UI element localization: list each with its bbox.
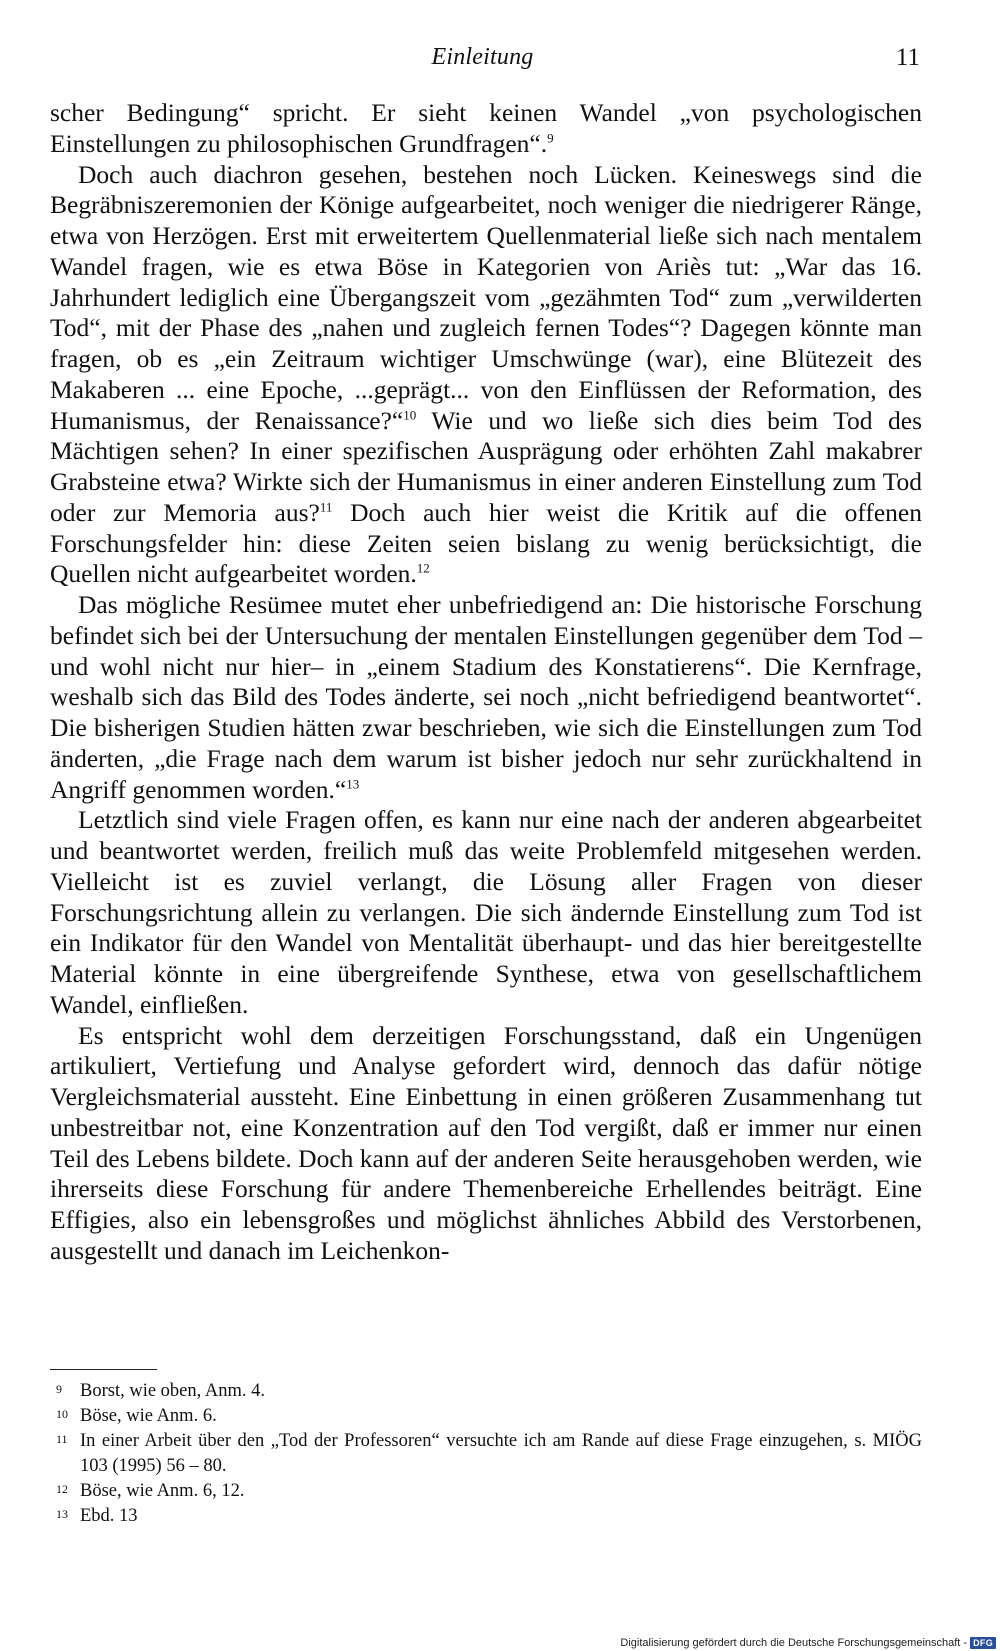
footnote-number: 10 xyxy=(56,1407,68,1421)
footnote-ref-10: 10 xyxy=(403,407,417,422)
footnote-12 xyxy=(50,1479,922,1504)
footnote-ref-9: 9 xyxy=(547,130,554,146)
footnotes xyxy=(50,1379,922,1529)
paragraph-3 xyxy=(50,590,922,805)
footnote-text: Borst, wie oben, Anm. 4. xyxy=(80,1381,265,1401)
paragraph-3-text: Das mögliche Resümee mutet eher unbefriedigend an: Die historische Forschung befindet sich bei der Untersuchung der mentalen Einstellungen gegenüber dem Tod – und wohl nicht nur hier– in „einem Stadium des Konstatierens“. Die Kernfrage, weshalb sich das Bild des Todes änderte, sei noch „nicht befriedigend beantwortet“. Die bisherigen Studien hätten zwar beschrieben, wie sich die Einstellungen zum Tod änderten, „die Frage nach dem warum ist bisher jedoch nur sehr zurückhaltend in Angriff genommen worden.“ xyxy=(50,590,922,804)
footnote-13 xyxy=(50,1504,922,1529)
footnote-ref-11: 11 xyxy=(319,499,333,515)
footnote-text: Ebd. 13 xyxy=(80,1506,138,1526)
paragraph-5-text: Es entspricht wohl dem derzeitigen Forschungsstand, daß ein Ungenügen artikuliert, Vertiefung und Analyse gefordert wird, dennoch das dafür nötige Vergleichsmaterial aussteht. Eine Einbettung in einen größeren Zusammenhang tut unbestreitbar not, eine Konzentration auf den Tod vergißt, daß er immer nur einen Teil des Lebens bildete. Doch kann auf der anderen Seite herausgehoben werden, wie ihrerseits diese Forschung für andere Themenbereiche Erhellendes beiträgt. Eine Effigies, also ein lebensgroßes und möglichst ähnliches Abbild des Verstorbenen, ausgestellt und danach im Leichenkon- xyxy=(50,1020,922,1265)
paragraph-2-part-b: Wie und wo ließe sich dies beim Tod des Mächtigen sehen? In einer spezifischen Ausprägung oder erhöhten Zahl makabrer Grabsteine etwa? Wirkte sich der Humanismus in einer anderen Einstellung zum Tod oder zur Memoria aus? xyxy=(50,405,922,527)
paragraph-2-part-c: Doch auch hier weist die Kritik auf die offenen Forschungsfelder hin: diese Zeiten seien bislang zu wenig berücksichtigt, die Quellen nicht aufgearbeitet worden. xyxy=(50,497,923,589)
footnote-9 xyxy=(50,1379,922,1404)
footnote-number: 9 xyxy=(56,1382,62,1396)
paragraph-1 xyxy=(50,98,922,160)
footnote-number: 13 xyxy=(56,1507,68,1521)
paragraph-4-text: Letztlich sind viele Fragen offen, es kann nur eine nach der anderen abgearbeitet und beantwortet werden, freilich muß das weite Problemfeld mitgesehen werden. Vielleicht ist es zuviel verlangt, die Lösung aller Fragen von dieser Forschungsrichtung allein zu verlangen. Die sich ändernde Einstellung zum Tod ist ein Indikator für den Wandel von Mentalität überhaupt- und das hier bereitgestellte Material könnte in eine übergreifende Synthese, etwa von gesellschaftlichem Wandel, einfließen. xyxy=(50,805,922,1019)
footnote-number: 12 xyxy=(56,1482,68,1496)
credit-text: Digitalisierung gefördert durch die Deutsche Forschungsgemeinschaft - xyxy=(620,1637,968,1649)
paragraph-5 xyxy=(50,1021,922,1267)
footnote-11 xyxy=(50,1429,922,1479)
footnote-ref-13: 13 xyxy=(346,776,360,791)
paragraph-2-part-a: Doch auch diachron gesehen, bestehen noch Lücken. Keineswegs sind die Begräbniszeremonien der Könige aufgearbeitet, noch weniger die niedrigerer Ränge, etwa von Herzögen. Erst mit erweitertem Quellenmaterial ließe sich nach mentalem Wandel fragen, wie es etwa Böse in Kategorien von Ariès tut: „War das 16. Jahrhundert lediglich eine Übergangszeit vom „gezähmten Tod“ zum „verwilderten Tod“, mit der Phase des „nahen und zugleich fernen Todes“? Dagegen könnte man fragen, ob es „ein Zeitraum wichtiger Umschwünge (war), eine Blütezeit des Makaberen ... eine Epoche, ...geprägt... von den Einflüssen der Reformation, des Humanismus, der Renaissance?“ xyxy=(50,159,922,435)
footnote-number: 11 xyxy=(56,1432,68,1446)
dfg-logo-icon: DFG xyxy=(970,1637,996,1649)
running-title: Einleitung xyxy=(431,44,534,70)
digitization-credit xyxy=(620,1637,996,1649)
page-number: 11 xyxy=(895,44,920,71)
footnote-ref-12: 12 xyxy=(416,560,430,576)
footnote-10 xyxy=(50,1404,922,1429)
paragraph-2 xyxy=(50,160,922,591)
footnote-text: Böse, wie Anm. 6. xyxy=(80,1406,217,1426)
footnote-text: Böse, wie Anm. 6, 12. xyxy=(80,1481,245,1501)
main-text xyxy=(50,98,922,1267)
footnote-divider xyxy=(50,1369,157,1370)
paragraph-1-text: scher Bedingung“ spricht. Er sieht keinen Wandel „von psychologischen Einstellungen zu philosophischen Grundfragen“. xyxy=(50,98,922,158)
paragraph-4 xyxy=(50,805,922,1020)
footnote-text: In einer Arbeit über den „Tod der Professoren“ versuchte ich am Rande auf diese Frage einzugehen, s. MIÖG 103 (1995) 56 – 80. xyxy=(80,1431,922,1476)
